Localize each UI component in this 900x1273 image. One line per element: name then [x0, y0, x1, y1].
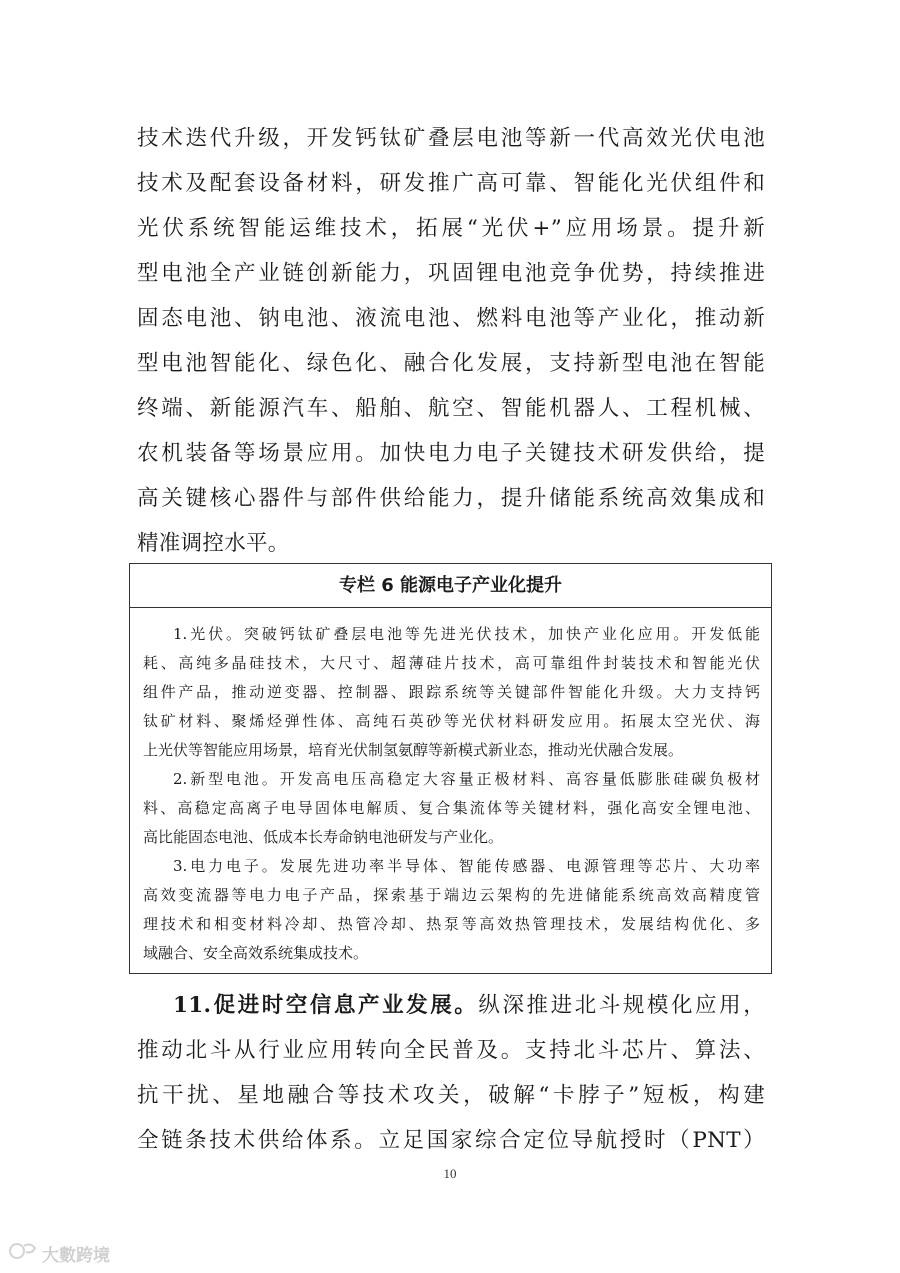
paragraph-line: 精准调控水平。 [137, 531, 290, 556]
paragraph-text: 纵深推进北斗规模化应用， [478, 993, 765, 1018]
box-content [130, 608, 771, 968]
paragraph-line: 高关键核心器件与部件供给能力，提升储能系统高效集成和 [137, 486, 765, 511]
paragraph-top [137, 116, 765, 566]
box-line: 3.电力电子。发展先进功率半导体、智能传感器、电源管理等芯片、大功率 [173, 857, 760, 875]
paragraph-line: 抗干扰、星地融合等技术攻关，破解“卡脖子”短板，构建 [137, 1083, 765, 1108]
paragraph-line: 农机装备等场景应用。加快电力电子关键技术研发供给，提 [137, 441, 765, 466]
watermark-text: 大數跨境 [42, 1245, 110, 1266]
box-line: 钛矿材料、聚烯烃弹性体、高纯石英砂等光伏材料研发应用。拓展太空光伏、海 [143, 712, 760, 730]
paragraph-line: 光伏系统智能运维技术，拓展“光伏+”应用场景。提升新 [137, 216, 765, 241]
box-line: 高比能固态电池、低成本长寿命钠电池研发与产业化。 [143, 828, 504, 846]
page-number: 10 [443, 1166, 457, 1181]
box-title: 专栏 6 能源电子产业化提升 [130, 564, 771, 608]
sidebar-box [129, 563, 772, 974]
box-line: 高效变流器等电力电子产品，探索基于端边云架构的先进储能系统高效高精度管 [143, 886, 760, 904]
paragraph-line: 型电池智能化、绿色化、融合化发展，支持新型电池在智能 [137, 351, 765, 376]
box-line: 组件产品，推动逆变器、控制器、跟踪系统等关键部件智能化升级。大力支持钙 [143, 683, 760, 701]
paragraph-line: 技术迭代升级，开发钙钛矿叠层电池等新一代高效光伏电池 [137, 126, 765, 151]
watermark [8, 1240, 110, 1266]
box-line: 理技术和相变材料冷却、热管冷却、热泵等高效热管理技术，发展结构优化、多 [143, 915, 760, 933]
box-line: 耗、高纯多晶硅技术，大尺寸、超薄硅片技术，高可靠组件封装技术和智能光伏 [143, 654, 760, 672]
box-line: 料、高稳定高离子电导固体电解质、复合集流体等关键材料，强化高安全锂电池、 [143, 799, 760, 817]
paragraph-line: 推动北斗从行业应用转向全民普及。支持北斗芯片、算法、 [137, 1038, 765, 1063]
paragraph-line: 技术及配套设备材料，研发推广高可靠、智能化光伏组件和 [137, 171, 765, 196]
logo-icon [8, 1240, 38, 1267]
paragraph-line: 型电池全产业链创新能力，巩固锂电池竞争优势，持续推进 [137, 261, 765, 286]
box-line: 域融合、安全高效系统集成技术。 [143, 944, 369, 962]
paragraph-line: 终端、新能源汽车、船舶、航空、智能机器人、工程机械、 [137, 396, 765, 421]
paragraph-line: 固态电池、钠电池、液流电池、燃料电池等产业化，推动新 [137, 306, 765, 331]
box-line: 1.光伏。突破钙钛矿叠层电池等先进光伏技术，加快产业化应用。开发低能 [173, 625, 760, 643]
paragraph-bottom [137, 983, 765, 1163]
section-heading: 11.促进时空信息产业发展。 [173, 993, 479, 1018]
paragraph-line: 全链条技术供给体系。立足国家综合定位导航授时（PNT） [137, 1128, 765, 1153]
box-line: 上光伏等智能应用场景，培育光伏制氢氨醇等新模式新业态，推动光伏融合发展。 [143, 741, 684, 759]
paragraph-line [137, 983, 765, 1028]
box-line: 2.新型电池。开发高电压高稳定大容量正极材料、高容量低膨胀硅碳负极材 [173, 770, 760, 788]
